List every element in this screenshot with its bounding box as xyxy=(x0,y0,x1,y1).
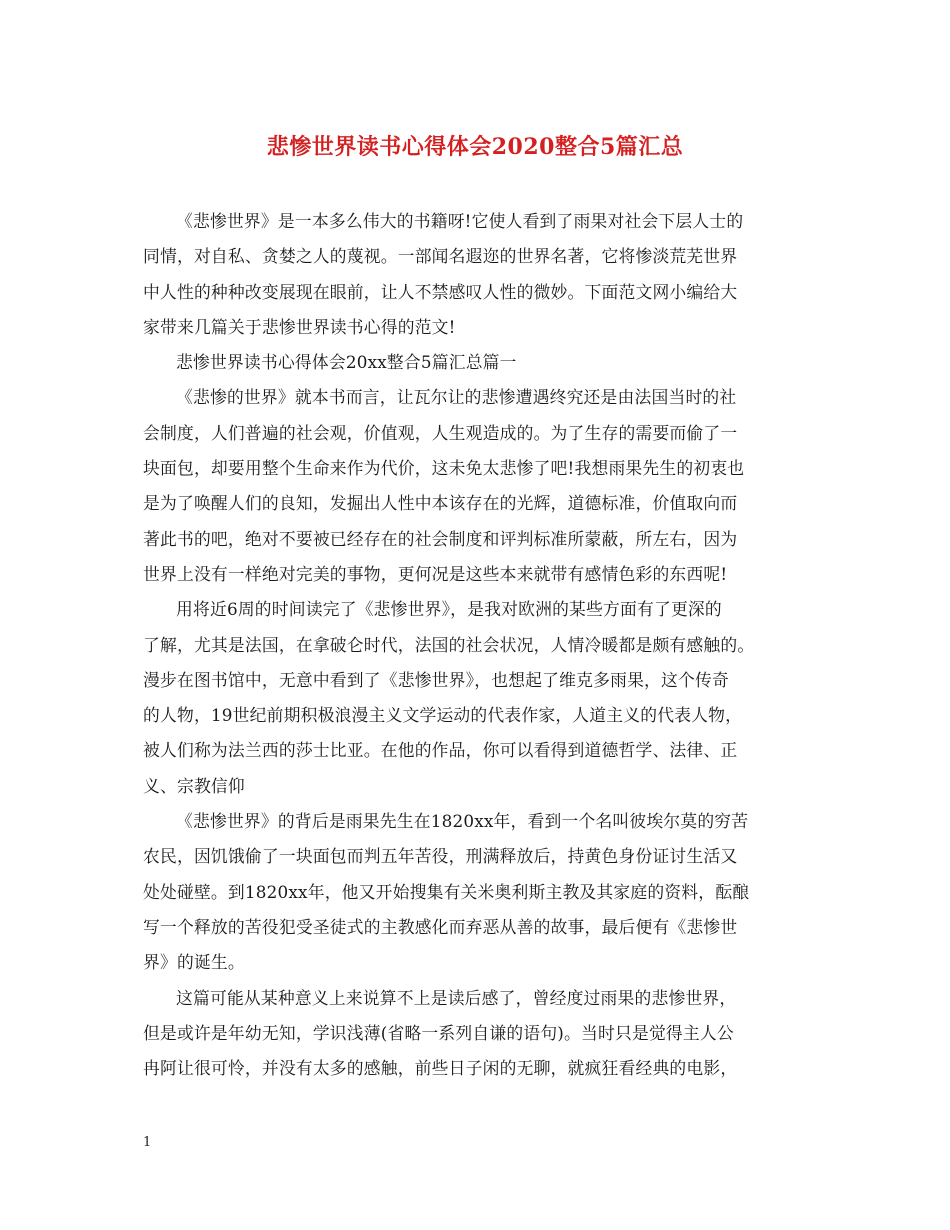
text-line: 界》的诞生。 xyxy=(143,952,245,973)
text-line: 处处碰壁。到1820xx年，他又开始搜集有关米奥利斯主教及其家庭的资料，酝酿 xyxy=(143,881,750,902)
text-line: 写一个释放的苦役犯受圣徒式的主教感化而弃恶从善的故事，最后便有《悲惨世 xyxy=(143,916,738,937)
text-line: 但是或许是年幼无知，学识浅薄(省略一系列自谦的语句)。当时只是觉得主人公 xyxy=(143,1022,734,1043)
text-line: 了解，尤其是法国，在拿破仑时代，法国的社会状况，人情冷暖都是颇有感触的。 xyxy=(143,634,755,655)
text-line: 用将近6周的时间读完了《悲惨世界》，是我对欧洲的某些方面有了更深的 xyxy=(176,599,722,620)
text-line: 《悲惨世界》是一本多么伟大的书籍呀!它使人看到了雨果对社会下层人士的 xyxy=(176,211,744,231)
text-line: 《悲惨世界》的背后是雨果先生在1820xx年，看到一个名叫彼埃尔莫的穷苦 xyxy=(176,811,749,832)
text-line: 漫步在图书馆中，无意中看到了《悲惨世界》，也想起了维克多雨果，这个传奇 xyxy=(143,669,729,690)
section-heading: 悲惨世界读书心得体会20xx整合5篇汇总篇一 xyxy=(176,352,517,373)
text-line: 农民，因饥饿偷了一块面包而判五年苦役，刑满释放后，持黄色身份证讨生活又 xyxy=(143,846,738,867)
text-line: 是为了唤醒人们的良知，发掘出人性中本该存在的光辉，道德标准，价值取向而 xyxy=(143,493,738,514)
text-line: 同情，对自私、贪婪之人的蔑视。一部闻名遐迩的世界名著，它将惨淡荒芜世界 xyxy=(143,246,738,267)
text-line: 块面包，却要用整个生命来作为代价，这未免太悲惨了吧!我想雨果先生的初衷也 xyxy=(143,458,745,479)
text-line: 会制度，人们普遍的社会观，价值观，人生观造成的。为了生存的需要而偷了一 xyxy=(143,422,738,443)
text-line: 中人性的种种改变展现在眼前，让人不禁感叹人性的微妙。下面范文网小编给大 xyxy=(143,281,738,302)
text-line: 冉阿让很可怜，并没有太多的感触，前些日子闲的无聊，就疯狂看经典的电影， xyxy=(143,1058,738,1079)
text-line: 义、宗教信仰 xyxy=(143,775,245,796)
text-line: 的人物，19世纪前期积极浪漫主义文学运动的代表作家，人道主义的代表人物， xyxy=(143,705,743,726)
text-line: 这篇可能从某种意义上来说算不上是读后感了，曾经度过雨果的悲惨世界， xyxy=(176,987,737,1008)
text-line: 著此书的吧，绝对不要被已经存在的社会制度和评判标准所蒙蔽，所左右，因为 xyxy=(143,528,738,549)
document-body xyxy=(143,204,815,1086)
text-line: 被人们称为法兰西的莎士比亚。在他的作品，你可以看得到道德哲学、法律、正 xyxy=(143,740,738,761)
text-line: 世界上没有一样绝对完美的事物，更何况是这些本来就带有感情色彩的东西呢! xyxy=(143,563,728,584)
page-number: 1 xyxy=(143,1135,152,1150)
text-line: 《悲惨的世界》就本书而言，让瓦尔让的悲惨遭遇终究还是由法国当时的社 xyxy=(176,387,737,408)
text-line: 家带来几篇关于悲惨世界读书心得的范文! xyxy=(143,316,456,337)
document-title: 悲惨世界读书心得体会2020整合5篇汇总 xyxy=(266,134,684,160)
